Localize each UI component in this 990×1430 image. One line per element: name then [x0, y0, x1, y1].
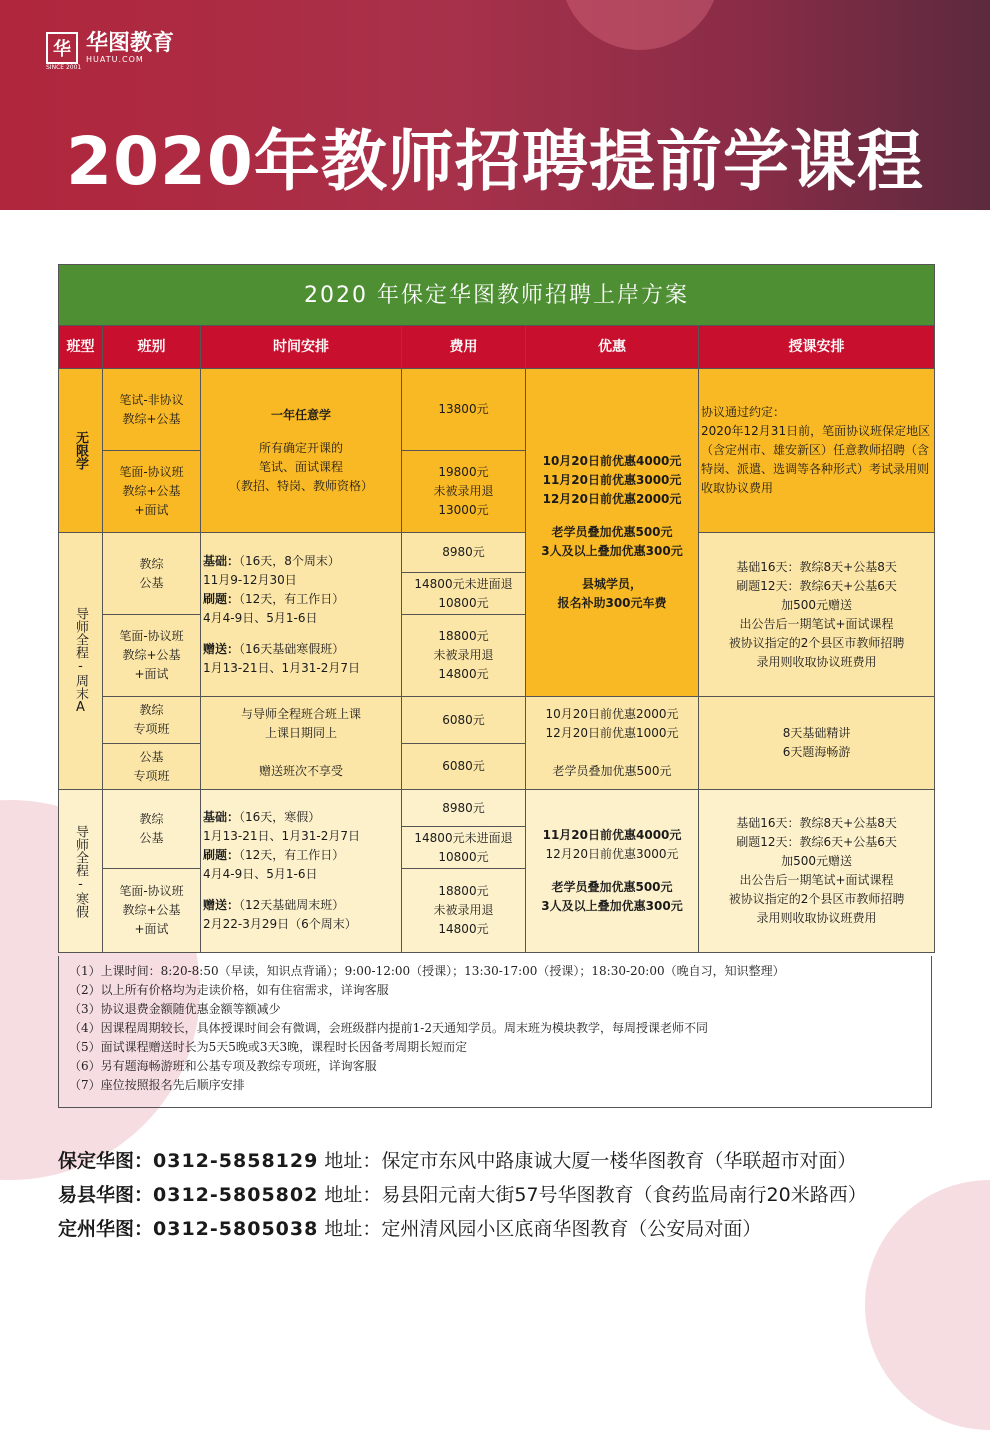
- contact-phone: 0312-5805802: [153, 1184, 319, 1206]
- class-label: 笔试-非协议 教综+公基: [119, 392, 184, 426]
- class-label: 笔面-协议班 教综+公基 +面试: [119, 884, 184, 936]
- class-type-cell: [59, 369, 103, 533]
- time-gift: [203, 640, 399, 678]
- fee-cell: [402, 451, 526, 533]
- teach-cell: [699, 533, 935, 697]
- fee-cell: [402, 533, 526, 573]
- contact-row: [58, 1212, 867, 1246]
- class-label: 笔面-协议班 教综+公基 +面试: [119, 465, 184, 517]
- note-item: （1）上课时间：8:20-8:50（早读，知识点背诵）；9:00-12:00（授课）；13:30-17:00（授课）；18:30-20:00（晚自习，知识整理）: [69, 964, 785, 978]
- time-gift-value: （12天基础周末班） 2月22-3月29日（6个周末）: [203, 898, 357, 931]
- contact-phone: 0312-5858129: [153, 1150, 319, 1172]
- fee-value: 18800元 未被录用退 14800元: [433, 629, 494, 681]
- note-item: （3）协议退费金额随优惠金额等额减少: [69, 1002, 281, 1016]
- header-cell: 班型: [59, 326, 103, 369]
- time-gift-value: （16天基础寒假班） 1月13-21日、1月31-2月7日: [203, 641, 361, 675]
- teach-text: 基础16天：教综8天+公基8天 刷题12天：教综6天+公基6天 加500元赠送 出公告后一期笔试+面试课程 被协议指定的2个县区市教师招聘 录用则收取协议班费用: [728, 559, 905, 669]
- fee-cell: [402, 744, 526, 790]
- class-label: 笔面-协议班 教综+公基 +面试: [119, 629, 184, 681]
- time-body: 与导师全程班合班上课 上课日期同上 赠送班次不享受: [240, 707, 361, 778]
- fee-value: 6080元: [442, 712, 485, 727]
- discount-early: 10月20日前优惠4000元 11月20日前优惠3000元 12月20日前优惠2000元: [542, 454, 682, 506]
- discount-early: 11月20日前优惠4000元: [542, 828, 682, 842]
- time-cell: [201, 369, 402, 533]
- teach-cell: [699, 697, 935, 790]
- contact-phone: 0312-5805038: [153, 1218, 319, 1240]
- discount-cell: [526, 790, 699, 953]
- brand-domain: HUATU.COM: [86, 54, 144, 64]
- class-cell: [103, 744, 201, 790]
- discount-text: 10月20日前优惠2000元 12月20日前优惠1000元 老学员叠加优惠500元: [545, 707, 679, 778]
- discount-stack: 老学员叠加优惠500元 3人及以上叠加优惠300元: [541, 880, 683, 913]
- fee-cell: [402, 573, 526, 615]
- time-gift-key: 赠送：: [203, 898, 240, 912]
- discount-cell: [526, 697, 699, 790]
- class-cell: [103, 369, 201, 451]
- class-type-cell: [59, 790, 103, 953]
- plan-table: [58, 264, 935, 953]
- brand-name: 华图教育: [86, 30, 175, 56]
- class-cell: [103, 451, 201, 533]
- fee-value: 14800元未进面退 10800元: [414, 830, 513, 864]
- contact-row: [58, 1178, 867, 1212]
- teach-cell: [699, 790, 935, 953]
- time-drill-value: （12天，有工作日） 4月4-9日、5月1-6日: [203, 591, 345, 625]
- note-item: （4）因课程周期较长，具体授课时间会有微调，会班级群内提前1-2天通知学员。周末班为模块教学，每周授课老师不同: [69, 1021, 708, 1035]
- fee-value: 13800元: [438, 402, 489, 416]
- fee-cell: [402, 615, 526, 697]
- fee-value: 6080元: [442, 759, 485, 773]
- fee-cell: [402, 827, 526, 869]
- time-basic-value: （16天，8个周末） 11月9-12月30日: [203, 553, 340, 587]
- contact-list: [58, 1144, 867, 1246]
- time-cell: [201, 790, 402, 953]
- time-drill: [203, 846, 399, 884]
- header-banner: [0, 0, 990, 210]
- fee-cell: [402, 369, 526, 451]
- decor-circle-right: [865, 1180, 990, 1430]
- fee-cell: [402, 869, 526, 953]
- class-label: 教综 公基: [139, 812, 164, 845]
- huatu-logo-icon: 华: [46, 32, 78, 64]
- fee-value: 18800元 未被录用退 14800元: [433, 884, 494, 936]
- time-drill-key: 刷题：: [203, 591, 240, 606]
- time-basic: [203, 808, 399, 846]
- header-decor-circle: [560, 0, 720, 50]
- class-cell: [103, 790, 201, 869]
- fee-value: 14800元未进面退 10800元: [414, 576, 513, 610]
- contact-label: 定州华图：: [58, 1218, 154, 1240]
- class-label: 教综 公基: [139, 556, 164, 590]
- time-basic-value: （16天，寒假） 1月13-21日、1月31-2月7日: [203, 810, 361, 843]
- time-gift-key: 赠送：: [203, 641, 240, 656]
- note-item: （2）以上所有价格均为走读价格，如有住宿需求，详询客服: [69, 983, 389, 997]
- header-cell: 授课安排: [699, 326, 935, 369]
- time-body: 所有确定开课的 笔试、面试课程 （教招、特岗、教师资格）: [228, 440, 373, 493]
- note-item: （6）另有题海畅游班和公基专项及教综专项班，详询客服: [69, 1059, 377, 1073]
- class-type-cell: [59, 533, 103, 790]
- time-cell: [201, 533, 402, 697]
- time-cell: [201, 697, 402, 790]
- table-caption: 2020 年保定华图教师招聘上岸方案: [59, 265, 935, 326]
- table-row: [59, 790, 935, 827]
- class-cell: [103, 533, 201, 615]
- class-type-label: 导师全程-寒假: [73, 824, 88, 918]
- fee-value: 8980元: [442, 545, 485, 559]
- table-row: [59, 697, 935, 744]
- teach-cell: [699, 369, 935, 533]
- header-cell: 优惠: [526, 326, 699, 369]
- contact-row: [58, 1144, 867, 1178]
- class-type-label: 导师全程-周末A: [73, 607, 88, 715]
- notes-box: [58, 956, 932, 1108]
- time-drill-key: 刷题：: [203, 848, 240, 862]
- class-cell: [103, 869, 201, 953]
- teach-text: 协议通过约定： 2020年12月31日前，笔面协议班保定地区（含定州市、雄安新区）任意教师招聘（含特岗、派遣、选调等各种形式）考试录用则收取协议费用: [701, 405, 931, 495]
- class-cell: [103, 697, 201, 744]
- note-item: （5）面试课程赠送时长为5天5晚或3天3晚，课程时长因备考周期长短而定: [69, 1040, 468, 1054]
- time-gift: [203, 896, 399, 934]
- teach-text: 8天基础精讲 6天题海畅游: [782, 726, 851, 759]
- class-label: 教综 专项班: [133, 703, 170, 736]
- time-basic: [203, 552, 399, 590]
- table-row: [59, 369, 935, 451]
- fee-cell: [402, 697, 526, 744]
- time-title: 一年任意学: [270, 407, 331, 422]
- table-header-row: [59, 326, 935, 369]
- contact-address: 地址：保定市东风中路康诚大厦一楼华图教育（华联超市对面）: [324, 1150, 857, 1172]
- brand-logo: [46, 30, 175, 71]
- brand-text: [86, 30, 175, 64]
- teach-text: 基础16天：教综8天+公基8天 刷题12天：教综6天+公基6天 加500元赠送 出公告后一期笔试+面试课程 被协议指定的2个县区市教师招聘 录用则收取协议班费用: [728, 816, 905, 925]
- header-cell: 班别: [103, 326, 201, 369]
- table-row: [59, 533, 935, 573]
- brand-since: SINCE 2001: [46, 64, 82, 71]
- class-type-label: 无限学: [73, 431, 88, 470]
- time-drill-value: （12天，有工作日） 4月4-9日、5月1-6日: [203, 848, 345, 881]
- contact-address: 地址：易县阳元南大街57号华图教育（食药监局南行20米路西）: [324, 1184, 867, 1206]
- fee-value: 19800元 未被录用退 13000元: [433, 465, 494, 517]
- contact-address: 地址：定州清风园小区底商华图教育（公安局对面）: [324, 1218, 762, 1240]
- header-cell: 时间安排: [201, 326, 402, 369]
- contact-label: 易县华图：: [58, 1184, 154, 1206]
- contact-label: 保定华图：: [58, 1150, 154, 1172]
- discount-later: 12月20日前优惠3000元: [545, 847, 679, 861]
- note-item: （7）座位按照报名先后顺序安排: [69, 1078, 245, 1092]
- discount-cell: [526, 369, 699, 697]
- fee-value: 8980元: [442, 800, 485, 815]
- time-basic-key: 基础：: [203, 810, 240, 824]
- class-cell: [103, 615, 201, 697]
- discount-stack: 老学员叠加优惠500元 3人及以上叠加优惠300元: [541, 525, 683, 558]
- table-caption-row: [59, 265, 935, 326]
- time-basic-key: 基础：: [203, 553, 240, 568]
- class-label: 公基 专项班: [133, 749, 170, 783]
- fee-cell: [402, 790, 526, 827]
- time-drill: [203, 590, 399, 628]
- discount-county: 县城学员， 报名补助300元车费: [557, 577, 667, 610]
- header-cell: 费用: [402, 326, 526, 369]
- page-title: 2020年教师招聘提前学课程: [66, 123, 924, 200]
